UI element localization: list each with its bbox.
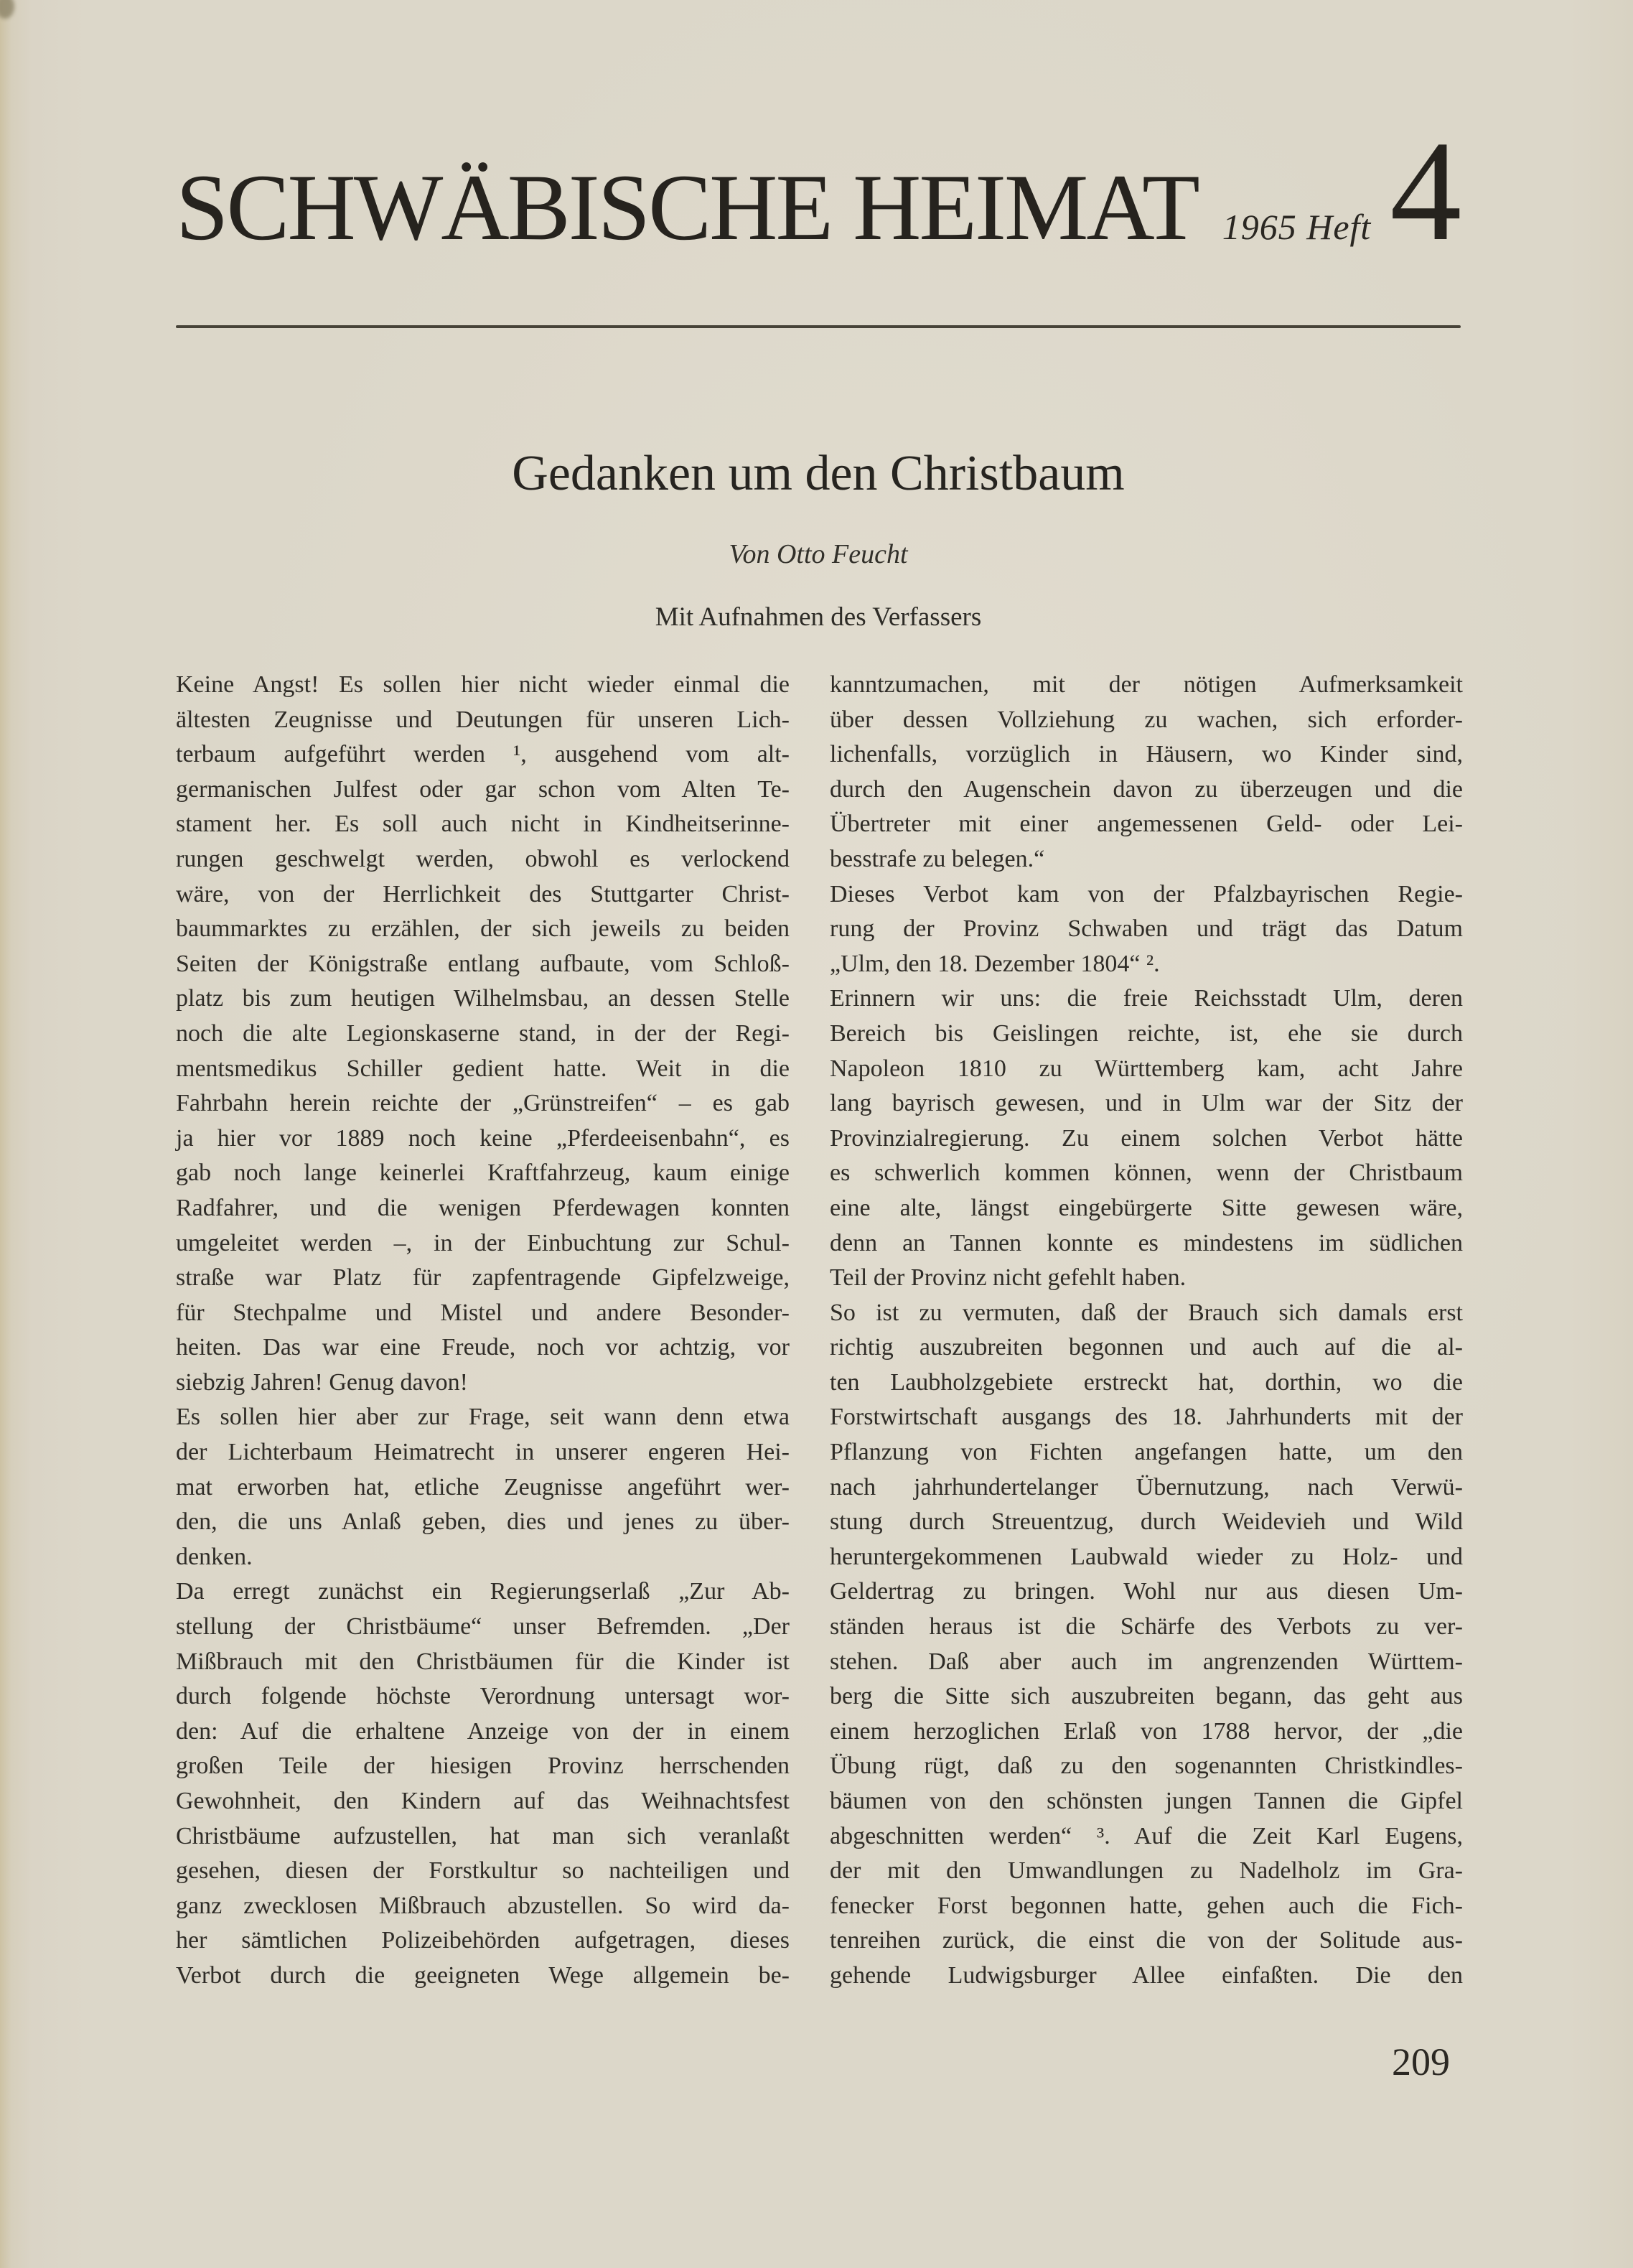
text-line: mat erworben hat, etliche Zeugnisse angeführt wer- xyxy=(176,1473,790,1501)
text-line: wäre, von der Herrlichkeit des Stuttgarter Christ- xyxy=(176,880,790,907)
text-line: Geldertrag zu bringen. Wohl nur aus diesen Um- xyxy=(830,1578,1463,1605)
text-line: mentsmedikus Schiller gedient hatte. Weit in die xyxy=(176,1055,790,1082)
scan-corner-smudge xyxy=(0,0,14,19)
text-line: über dessen Vollziehung zu wachen, sich erforder- xyxy=(830,706,1463,733)
text-line: Mißbrauch mit den Christbäumen für die Kinder ist xyxy=(176,1648,790,1675)
text-line: Übertreter mit einer angemessenen Geld- oder Lei- xyxy=(830,811,1463,838)
text-line: denn an Tannen konnte es mindestens im südlichen xyxy=(830,1229,1463,1256)
text-line: eine alte, längst eingebürgerte Sitte gewesen wäre, xyxy=(830,1194,1463,1221)
text-line: Radfahrer, und die wenigen Pferdewagen konnten xyxy=(176,1194,790,1221)
text-line: für Stechpalme und Mistel und andere Besonder- xyxy=(176,1299,790,1326)
masthead-divider-rule xyxy=(176,325,1461,328)
text-line: Napoleon 1810 zu Württemberg kam, acht Jahre xyxy=(830,1055,1463,1082)
text-line: richtig auszubreiten begonnen und auch auf die al- xyxy=(830,1334,1463,1361)
text-line: gab noch lange keinerlei Kraftfahrzeug, kaum einige xyxy=(176,1159,790,1187)
text-line: stung durch Streuentzug, durch Weidevieh und Wild xyxy=(830,1508,1463,1536)
text-line: Es sollen hier aber zur Frage, seit wann denn etwa xyxy=(176,1404,790,1431)
text-line: gehende Ludwigsburger Allee einfaßten. Die den xyxy=(830,1961,1463,1989)
text-line: der Lichterbaum Heimatrecht in unserer engeren Hei- xyxy=(176,1439,790,1466)
text-line: Provinzialregierung. Zu einem solchen Verbot hätte xyxy=(830,1124,1463,1152)
text-line: einem herzoglichen Erlaß von 1788 hervor, der „die xyxy=(830,1717,1463,1745)
text-line: Fahrbahn herein reichte der „Grünstreifen“ – es gab xyxy=(176,1090,790,1117)
article-header xyxy=(176,445,1461,633)
text-line: Übung rügt, daß zu den sogenannten Christkindles- xyxy=(830,1753,1463,1780)
page-number: 209 xyxy=(1392,2040,1450,2083)
text-line: ältesten Zeugnisse und Deutungen für unseren Lich- xyxy=(176,706,790,733)
issue-year-label xyxy=(1222,209,1372,245)
text-line: Bereich bis Geislingen reichte, ist, ehe sie durch xyxy=(830,1019,1463,1047)
text-line: gesehen, diesen der Forstkultur so nachteiligen und xyxy=(176,1857,790,1885)
text-line: baummarktes zu erzählen, der sich jeweils zu beiden xyxy=(176,915,790,943)
text-line: besstrafe zu belegen.“ xyxy=(830,845,1045,872)
text-line: „Ulm, den 18. Dezember 1804“ ². xyxy=(830,950,1160,977)
right-column xyxy=(830,668,1463,1994)
text-line: ganz zwecklosen Mißbrauch abzustellen. So wird da- xyxy=(176,1892,790,1919)
text-line: heiten. Das war eine Freude, noch vor achtzig, vor xyxy=(176,1334,790,1361)
masthead xyxy=(176,112,1468,271)
text-line: denken. xyxy=(176,1543,253,1570)
text-line: noch die alte Legionskaserne stand, in der der Regi- xyxy=(176,1019,790,1047)
text-line: stellung der Christbäume“ unser Befremden. „Der xyxy=(176,1613,790,1641)
text-line: umgeleitet werden –, in der Einbuchtung zur Schul- xyxy=(176,1229,790,1256)
text-line: Pflanzung von Fichten angefangen hatte, um den xyxy=(830,1439,1463,1466)
article-body xyxy=(176,668,1463,1994)
text-line: den, die uns Anlaß geben, dies und jenes zu über- xyxy=(176,1508,790,1536)
article-photo-credit: Mit Aufnahmen des Verfassers xyxy=(655,602,982,632)
text-line: Keine Angst! Es sollen hier nicht wieder einmal die xyxy=(176,671,790,698)
text-line: Da erregt zunächst ein Regierungserlaß „Zur Ab- xyxy=(176,1578,790,1605)
text-line: es schwerlich kommen können, wenn der Christbaum xyxy=(830,1159,1463,1187)
text-line: germanischen Julfest oder gar schon vom Alten Te- xyxy=(176,775,790,803)
text-line: durch folgende höchste Verordnung untersagt wor- xyxy=(176,1683,790,1710)
text-line: nach jahrhundertelanger Übernutzung, nach Verwü- xyxy=(830,1473,1463,1501)
text-line: lang bayrisch gewesen, und in Ulm war der Sitz der xyxy=(830,1090,1463,1117)
issue-label: Heft xyxy=(1306,207,1372,247)
text-line: ja hier vor 1889 noch keine „Pferdeeisenbahn“, es xyxy=(176,1124,790,1152)
text-line: siebzig Jahren! Genug davon! xyxy=(176,1368,468,1396)
article-title: Gedanken um den Christbaum xyxy=(512,446,1125,501)
text-line: Forstwirtschaft ausgangs des 18. Jahrhunderts mit der xyxy=(830,1404,1463,1431)
text-line: Erinnern wir uns: die freie Reichsstadt Ulm, deren xyxy=(830,985,1463,1012)
text-line: stament her. Es soll auch nicht in Kindheitserinne- xyxy=(176,811,790,838)
text-line: fenecker Forst begonnen hatte, gehen auch die Fich- xyxy=(830,1892,1463,1919)
text-line: straße war Platz für zapfentragende Gipfelzweige, xyxy=(176,1264,790,1292)
text-line: Christbäume aufzustellen, hat man sich veranlaßt xyxy=(176,1822,790,1849)
text-line: den: Auf die erhaltene Anzeige von der in einem xyxy=(176,1717,790,1745)
issue-year: 1965 xyxy=(1222,207,1297,247)
text-line: Teil der Provinz nicht gefehlt haben. xyxy=(830,1264,1187,1292)
text-line: tenreihen zurück, die einst die von der Solitude aus- xyxy=(830,1927,1463,1954)
text-line: großen Teile der hiesigen Provinz herrschenden xyxy=(176,1753,790,1780)
text-line: terbaum aufgeführt werden ¹, ausgehend vom alt- xyxy=(176,741,790,768)
issue-number: 4 xyxy=(1390,112,1462,271)
text-line: bäumen von den schönsten jungen Tannen die Gipfel xyxy=(830,1788,1463,1814)
text-line: Seiten der Königstraße entlang aufbaute, vom Schloß- xyxy=(176,950,790,977)
magazine-title: SCHWÄBISCHE HEIMAT xyxy=(176,154,1198,260)
text-line: Dieses Verbot kam von der Pfalzbayrischen Regie- xyxy=(830,880,1463,907)
left-column xyxy=(176,668,790,1994)
text-line: her sämtlichen Polizeibehörden aufgetragen, dieses xyxy=(176,1927,790,1954)
text-line: durch den Augenschein davon zu überzeugen und die xyxy=(830,775,1463,803)
text-line: der mit den Umwandlungen zu Nadelholz im Gra- xyxy=(830,1857,1463,1885)
text-line: ten Laubholzgebiete erstreckt hat, dorthin, wo die xyxy=(830,1368,1463,1396)
text-line: abgeschnitten werden“ ³. Auf die Zeit Karl Eugens, xyxy=(830,1822,1463,1849)
text-line: lichenfalls, vorzüglich in Häusern, wo Kinder sind, xyxy=(830,741,1463,768)
text-line: So ist zu vermuten, daß der Brauch sich damals erst xyxy=(830,1299,1463,1326)
text-line: rungen geschwelgt werden, obwohl es verlockend xyxy=(176,845,790,872)
text-line: kanntzumachen, mit der nötigen Aufmerksamkeit xyxy=(830,671,1463,698)
text-line: Gewohnheit, den Kindern auf das Weihnachtsfest xyxy=(176,1788,790,1814)
text-line: platz bis zum heutigen Wilhelmsbau, an dessen Stelle xyxy=(176,985,790,1012)
article-byline: Von Otto Feucht xyxy=(729,539,908,569)
text-line: Verbot durch die geeigneten Wege allgemein be- xyxy=(176,1961,790,1989)
text-line: berg die Sitte sich auszubreiten begann, das geht aus xyxy=(830,1683,1463,1710)
text-line: stehen. Daß aber auch im angrenzenden Württem- xyxy=(830,1648,1463,1675)
text-line: ständen heraus ist die Schärfe des Verbots zu ver- xyxy=(830,1613,1463,1641)
text-line: heruntergekommenen Laubwald wieder zu Holz- und xyxy=(830,1543,1463,1570)
text-line: rung der Provinz Schwaben und trägt das Datum xyxy=(830,915,1463,943)
